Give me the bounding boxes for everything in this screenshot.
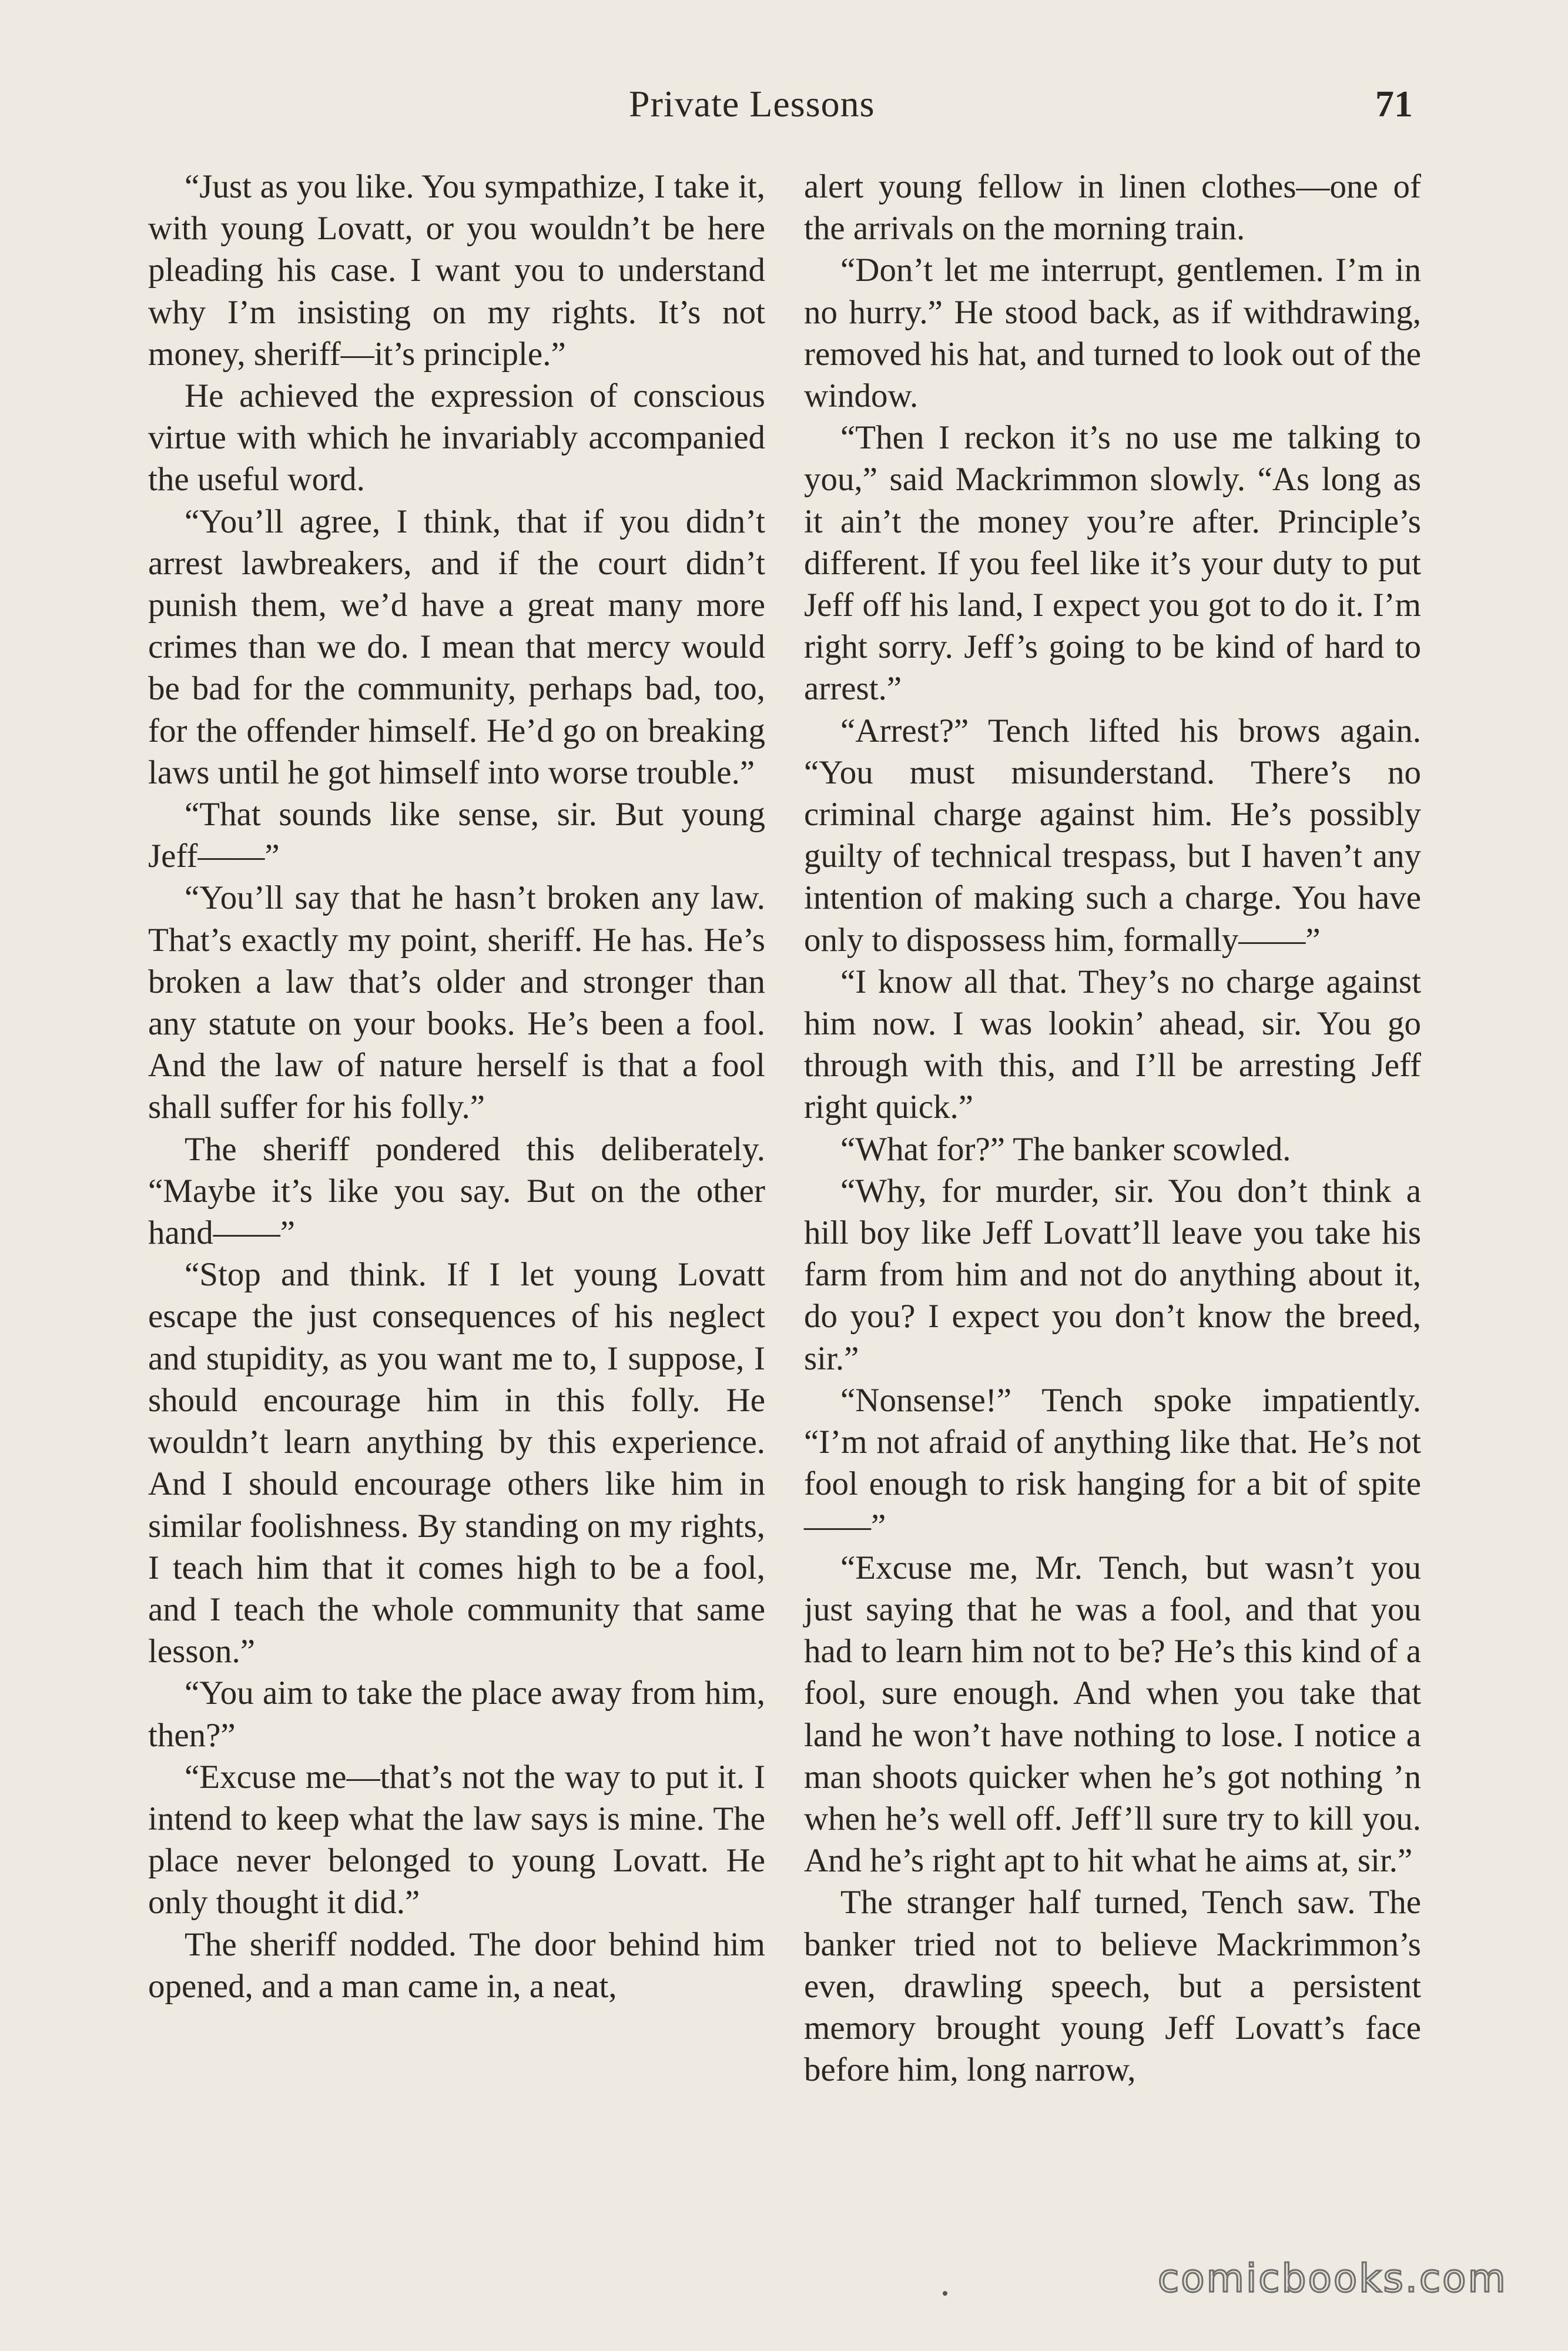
right-column xyxy=(804,166,1421,2091)
page-header xyxy=(0,82,1568,147)
paragraph: “Stop and think. If I let young Lovatt escape the just consequences of his neglect and stupidity, as you want me to, I suppose, I should encourage him in this folly. He wouldn’t learn anything by this experience. And I should encourage others like him in similar foolishness. By standing on my rights, I teach him that it comes high to be a fool, and I teach the whole community that same lesson.” xyxy=(148,1256,765,1670)
paragraph: “You’ll say that he hasn’t broken any law. That’s exactly my point, sheriff. He has. He’s broken a law that’s older and stronger than any statute on your books. He’s been a fool. And the law of nature herself is that a fool shall suffer for his folly.” xyxy=(148,879,765,1126)
paragraph: “Why, for murder, sir. You don’t think a hill boy like Jeff Lovatt’ll leave you take his farm from him and not do anything about it, do you? I expect you don’t know the breed, sir.” xyxy=(804,1172,1421,1377)
paragraph: “Just as you like. You sympathize, I take it, with young Lovatt, or you wouldn’t be here pleading his case. I want you to understand why I’m insisting on my rights. It’s not money, sheriff—it’s principle.” xyxy=(148,168,765,373)
paragraph: The stranger half turned, Tench saw. The banker tried not to believe Mackrimmon’s even, drawling speech, but a persistent memory brought young Jeff Lovatt’s face before him, long narrow, xyxy=(804,1884,1421,2089)
paragraph: “Excuse me, Mr. Tench, but wasn’t you just saying that he was a fool, and that you had to learn him not to be? He’s this kind of a fool, sure enough. And when you take that land he won’t have nothing to lose. I notice a man shoots quicker when he’s got nothing ’n when he’s well off. Jeff’ll sure try to kill you. And he’s right apt to hit what he aims at, sir.” xyxy=(804,1549,1421,1880)
watermark-text: comicbooks.com xyxy=(1158,2256,1507,2301)
paragraph: The sheriff nodded. The door behind him opened, and a man came in, a neat, xyxy=(148,1925,765,2005)
paragraph: “That sounds like sense, sir. But young Jeff——” xyxy=(148,796,765,875)
paragraph: “Arrest?” Tench lifted his brows again. “You must misunderstand. There’s no criminal charge against him. He’s possibly guilty of technical trespass, but I haven’t any intention of making such a charge. You have only to dispossess him, formally——” xyxy=(804,712,1421,959)
paragraph: “Don’t let me interrupt, gentlemen. I’m in no hurry.” He stood back, as if withdrawing, removed his hat, and turned to look out of the window. xyxy=(804,252,1421,415)
paragraph-continuation: alert young fellow in linen clothes—one of the arrivals on the morning train. xyxy=(804,168,1421,247)
paragraph: The sheriff pondered this deliberately. “Maybe it’s like you say. But on the other hand——” xyxy=(148,1130,765,1252)
running-title: Private Lessons xyxy=(629,83,875,125)
paragraph: He achieved the expression of conscious virtue with which he invariably accompanied the useful word. xyxy=(148,377,765,498)
left-column xyxy=(148,166,765,2007)
paragraph: “You aim to take the place away from him, then?” xyxy=(148,1674,765,1754)
paragraph: “Excuse me—that’s not the way to put it. I intend to keep what the law says is mine. The place never belonged to young Lovatt. He only thought it did.” xyxy=(148,1758,765,1921)
paragraph: “Then I reckon it’s no use me talking to you,” said Mackrimmon slowly. “As long as it ain’t the money you’re after. Principle’s different. If you feel like it’s your duty to put Jeff off his land, I expect you got to do it. I’m right sorry. Jeff’s going to be kind of hard to arrest.” xyxy=(804,419,1421,708)
page-number: 71 xyxy=(1375,83,1413,125)
paragraph: “Nonsense!” Tench spoke impatiently. “I’m not afraid of anything like that. He’s not fool enough to risk hanging for a bit of spite——” xyxy=(804,1381,1421,1545)
print-speck xyxy=(943,2291,947,2296)
paragraph: “You’ll agree, I think, that if you didn’t arrest lawbreakers, and if the court didn’t punish them, we’d have a great many more crimes than we do. I mean that mercy would be bad for the community, perhaps bad, too, for the offender himself. He’d go on breaking laws until he got himself into worse trouble.” xyxy=(148,503,765,791)
paragraph: “What for?” The banker scowled. xyxy=(840,1130,1291,1168)
paragraph: “I know all that. They’s no charge against him now. I was lookin’ ahead, sir. You go through with this, and I’ll be arresting Jeff right quick.” xyxy=(804,963,1421,1126)
